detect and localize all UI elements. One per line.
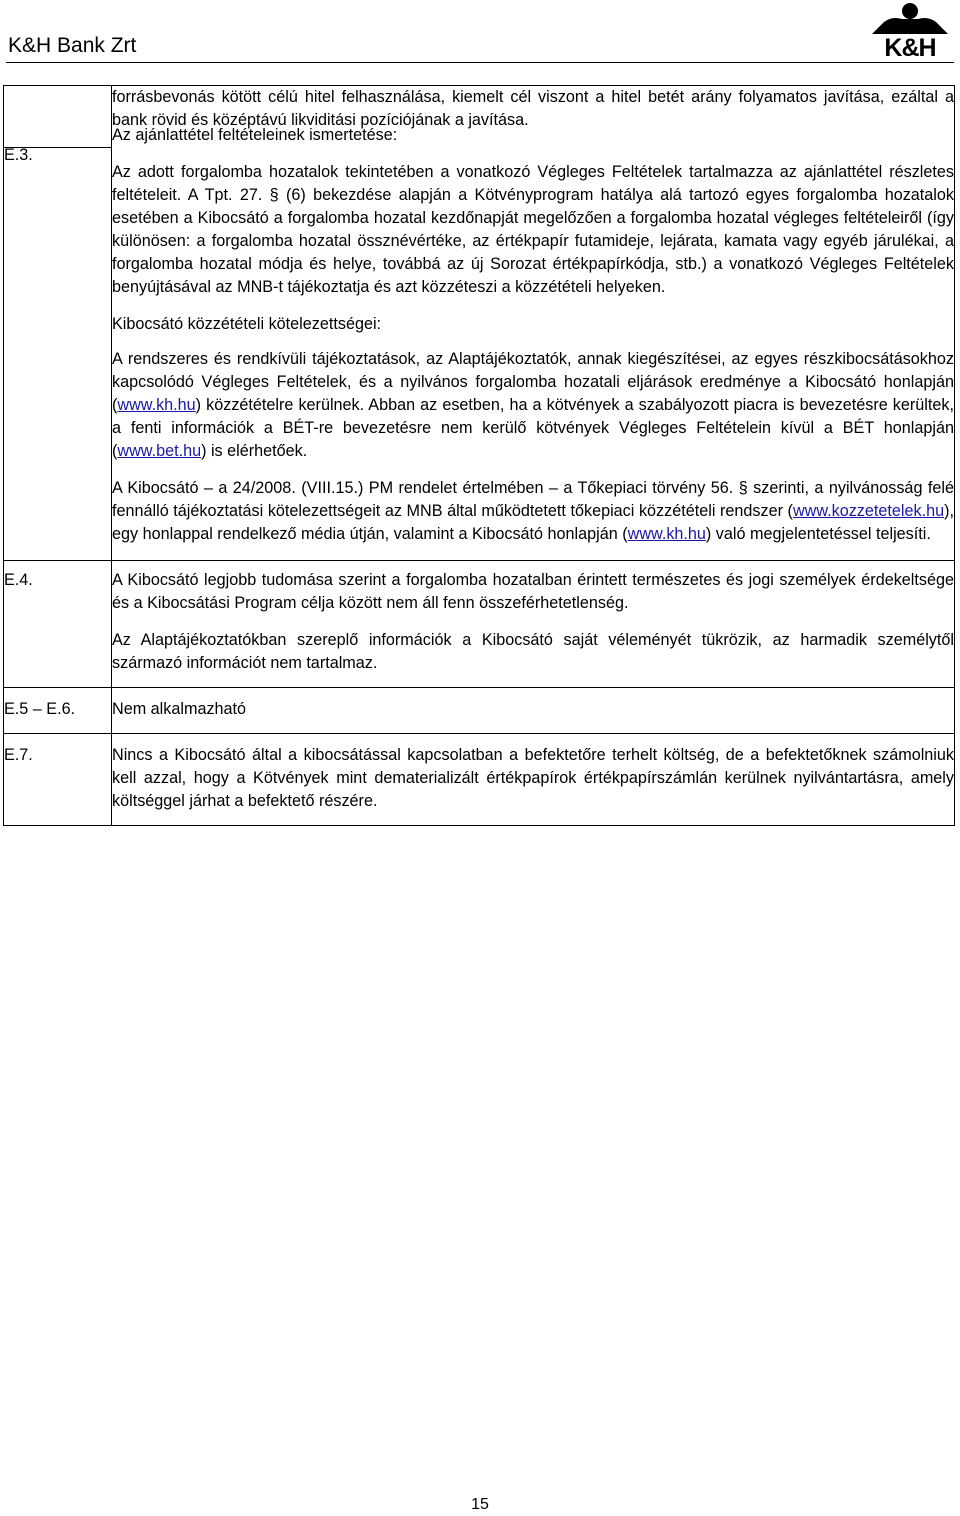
- row-label: [4, 86, 112, 148]
- table-row: [4, 687, 955, 733]
- paragraph: forrásbevonás kötött célú hitel felhasználása, kiemelt cél viszont a hitel betét arány folyamatos javítása, ezáltal a bank rövid és középtávú likviditási pozíciójának a javítása.: [112, 88, 954, 129]
- paragraph: Kibocsátó közzétételi kötelezettségei:: [112, 314, 382, 333]
- link-bet[interactable]: www.bet.hu: [117, 441, 202, 460]
- table-row: [4, 733, 955, 825]
- paragraph: Nincs a Kibocsátó által a kibocsátással kapcsolatban a befektetőre terhelt költség, de a befektetőknek számolniuk kell azzal, hogy a Kötvények mint dematerializált értékpapírok értékpapírszámlán kerülnek nyilvántartásra, amely költséggel járhat a befektető részére.: [112, 745, 954, 810]
- row-content: [112, 733, 955, 825]
- link-kh[interactable]: www.kh.hu: [627, 524, 706, 543]
- text-span: A rendszeres és rendkívüli tájékoztatások, az Alaptájékoztatók, annak kiegészítései, az egyes részkibocsátásokhoz kapcsolódó Végleges Feltételek, és a nyilvános forgalomba hozatali eljárások eredménye a Kibocsátó honlapján (: [112, 349, 954, 414]
- text-span: ) is elérhetőek.: [201, 441, 308, 460]
- link-kozzetetelek[interactable]: www.kozzetetelek.hu: [792, 501, 945, 520]
- paragraph: Az Alaptájékoztatókban szereplő információk a Kibocsátó saját véleményét tükrözik, az harmadik személytől származó információt nem tartalmaz.: [112, 630, 954, 672]
- summary-table: [3, 85, 955, 826]
- row-label: E.7.: [4, 733, 112, 825]
- row-content: [112, 125, 955, 561]
- kh-logo: [872, 2, 948, 60]
- paragraph: A Kibocsátó legjobb tudomása szerint a forgalomba hozatalban érintett természetes és jogi személyek érdekeltsége és a Kibocsátási Program célja között nem áll fenn összeférhetetlenség.: [112, 570, 954, 612]
- page-number: 15: [471, 1496, 489, 1513]
- kh-logo-figure-icon: [872, 2, 948, 36]
- page-header: [0, 0, 960, 64]
- paragraph: Nem alkalmazható: [112, 699, 247, 718]
- table-row: [4, 560, 955, 687]
- row-label: E.5 – E.6.: [4, 687, 112, 733]
- text-span: ) közzétételre kerülnek. Abban az esetben, ha a kötvények a szabályozott piacra is bevezetésre kerültek, a fenti információk a BÉT-re bevezetésre nem kerülő kötvények Végleges Feltételein kívül a BÉT honlapján (: [112, 395, 954, 460]
- row-content: [112, 560, 955, 687]
- link-kh[interactable]: www.kh.hu: [117, 395, 196, 414]
- kh-logo-text: K&H: [884, 34, 936, 62]
- row-label: E.3.: [4, 144, 112, 557]
- text-span: ) való megjelentetéssel teljesíti.: [705, 524, 931, 543]
- paragraph: Az adott forgalomba hozatalok tekintetében a vonatkozó Végleges Feltételek tartalmazza az ajánlattétel részletes feltételeit. A Tpt. 27. § (6) bekezdése alapján a Kötvényprogram hatálya alá tartozó egyes forgalomba hozatalok esetében a Kibocsátó a forgalomba hozatal kezdőnapját megelőzően a forgalomba hozatal végleges feltételeiről (így különösen: a forgalomba hozatal össznévértéke, az értékpapír futamideje, lejárata, kamata vagy egyéb járulékai, a forgalomba hozatal módja és helye, továbbá az új Sorozat értékpapírkódja, stb.) a vonatkozó Végleges Feltételek benyújtásával az MNB-t tájékoztatja és azt közzéteszi a közzétételi helyeken.: [112, 162, 954, 296]
- text-span: ), egy honlappal rendelkező média útján, valamint a Kibocsátó honlapján (: [112, 501, 954, 543]
- bank-name: K&H Bank Zrt: [8, 34, 137, 57]
- section-heading: Az ajánlattétel feltételeinek ismertetése:: [112, 125, 398, 144]
- text-span: A Kibocsátó – a 24/2008. (VIII.15.) PM rendelet értelmében – a Tőkepiaci törvény 56. § szerinti, a nyilvánosság felé fennálló tájékoztatási kötelezettségeit az MNB által működtetett tőkepiaci közzétételi rendszer (: [112, 478, 954, 520]
- table-row: [4, 148, 955, 561]
- paragraph: [112, 477, 954, 546]
- paragraph: [112, 348, 954, 463]
- row-label: E.4.: [4, 560, 112, 687]
- row-content: [112, 687, 955, 733]
- header-divider: [6, 62, 954, 63]
